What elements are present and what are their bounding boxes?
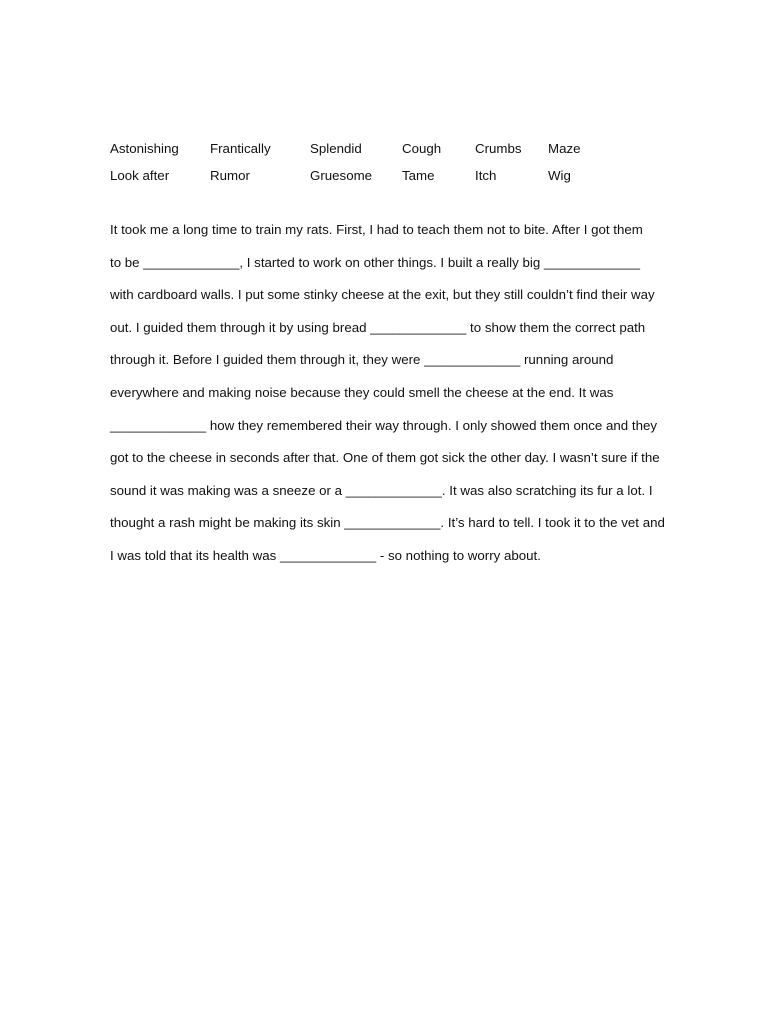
word-bank-word: Cough — [402, 141, 442, 156]
word-bank-word: Tame — [402, 167, 435, 183]
word-bank-word: Wig — [548, 167, 571, 183]
passage-line: to be _____________, I started to work on other things. I built a really big _____________ — [110, 254, 641, 270]
word-bank-word: Gruesome — [310, 167, 373, 183]
word-bank-row — [110, 140, 670, 167]
word-bank-row — [110, 167, 670, 194]
word-bank-word: Frantically — [210, 141, 271, 156]
passage-line: with cardboard walls. I put some stinky cheese at the exit, but they still couldn’t find their way — [110, 287, 655, 303]
passage-line: thought a rash might be making its skin _____________. It’s hard to tell. I took it to the vet and — [110, 515, 665, 531]
word-bank-word: Splendid — [310, 141, 362, 156]
word-bank — [110, 140, 670, 193]
word-bank-word: Look after — [110, 167, 170, 183]
word-bank-word: Maze — [548, 141, 581, 156]
word-bank-word: Crumbs — [475, 141, 522, 156]
cloze-passage — [110, 221, 670, 580]
passage-line: through it. Before I guided them through it, they were _____________ running around — [110, 352, 614, 368]
word-bank-word: Rumor — [210, 167, 250, 183]
passage-line: _____________ how they remembered their way through. I only showed them once and they — [110, 417, 658, 433]
passage-line: everywhere and making noise because they could smell the cheese at the end. It was — [110, 384, 614, 400]
word-bank-word: Astonishing — [110, 141, 179, 156]
passage-line: I was told that its health was _____________ - so nothing to worry about. — [110, 547, 541, 563]
passage-line: It took me a long time to train my rats. First, I had to teach them not to bite. After I got them — [110, 222, 643, 237]
passage-line: sound it was making was a sneeze or a _____________. It was also scratching its fur a lot. I — [110, 482, 653, 498]
word-bank-word: Itch — [475, 167, 497, 183]
passage-line: out. I guided them through it by using bread _____________ to show them the correct path — [110, 319, 646, 335]
passage-line: got to the cheese in seconds after that. One of them got sick the other day. I wasn’t sure if the — [110, 450, 660, 466]
